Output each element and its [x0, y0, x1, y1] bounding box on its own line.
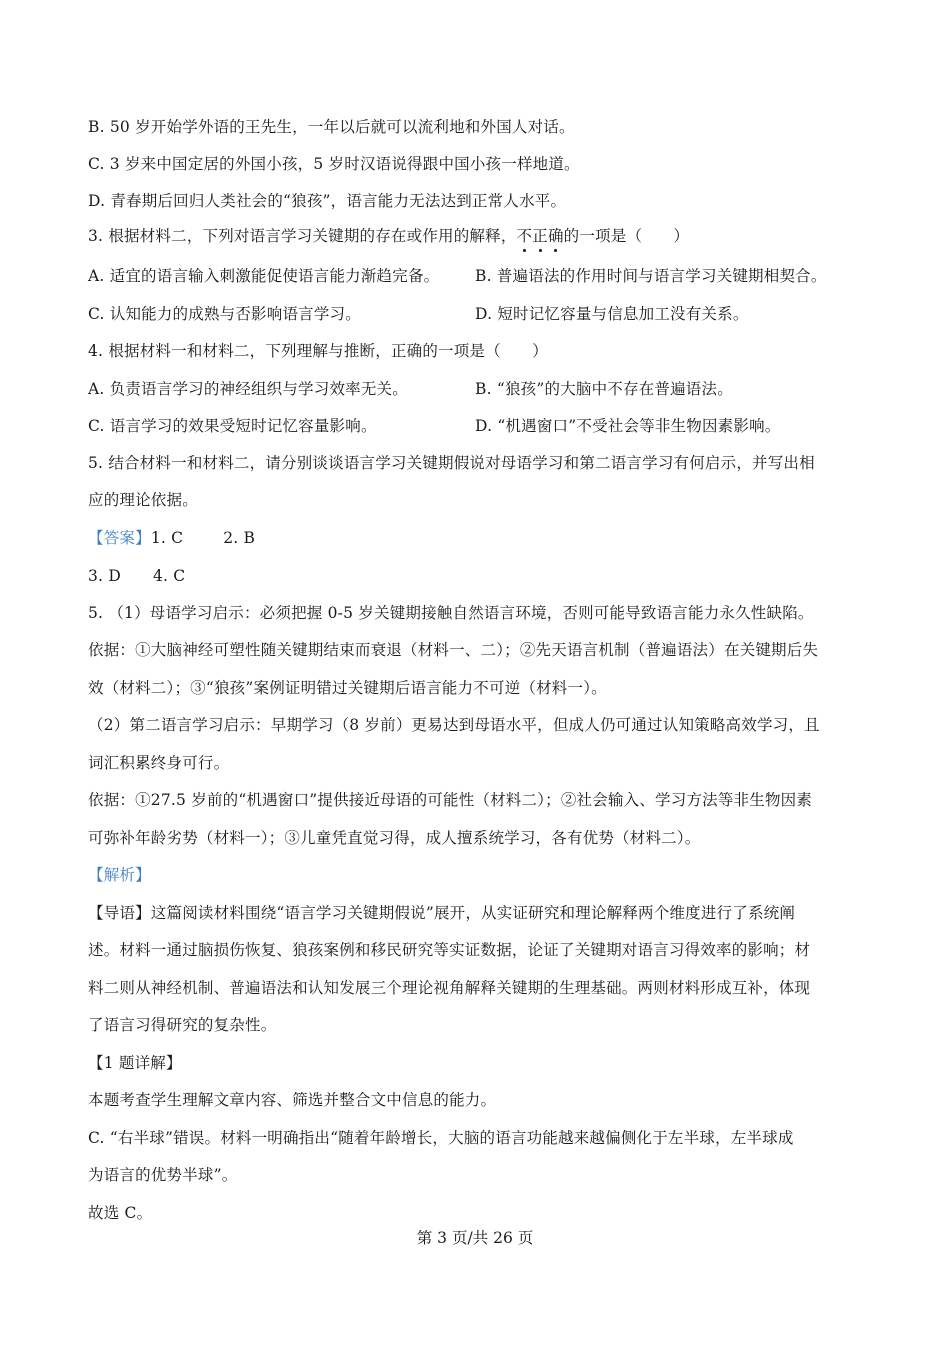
- analysis-label: 【解析】: [88, 866, 151, 884]
- detail-1-line: 本题考查学生理解文章内容、筛选并整合文中信息的能力。: [88, 1091, 497, 1109]
- detail-1-line: 为语言的优势半球”。: [88, 1166, 238, 1184]
- q4-option-d: D. “机遇窗口”不受社会等非生物因素影响。: [475, 417, 781, 435]
- page-number: 第 3 页/共 26 页: [416, 1229, 534, 1247]
- q3-option-b: B. 普遍语法的作用时间与语言学习关键期相契合。: [475, 267, 827, 285]
- q3-stem: [88, 226, 868, 246]
- q3-options-row-1: [88, 266, 868, 286]
- q4-options-row-2: [88, 416, 868, 436]
- answer-q5-line: 依据：①27.5 岁前的“机遇窗口”提供接近母语的可能性（材料二）；②社会输入、学习方法等非生物因素: [88, 791, 813, 809]
- emphasis-char: 不: [516, 227, 533, 245]
- detail-1-line: 故选 C。: [88, 1204, 153, 1222]
- emphasis-char: 正: [532, 227, 548, 245]
- detail-1-line: C. “右半球”错误。材料一明确指出“随着年龄增长，大脑的语言功能越来越偏侧化于左半球，左半球成: [88, 1129, 794, 1147]
- q2-option-c: C. 3 岁来中国定居的外国小孩，5 岁时汉语说得跟中国小孩一样地道。: [88, 155, 580, 173]
- q4-option-a: A. 负责语言学习的神经组织与学习效率无关。: [88, 380, 408, 398]
- q3-stem-after: 的一项是（ ）: [563, 227, 690, 245]
- q2-option-b: B. 50 岁开始学外语的王先生，一年以后就可以流利地和外国人对话。: [88, 118, 575, 136]
- answer-q5-line: 可弥补年龄劣势（材料一）；③儿童凭直觉习得，成人擅系统学习，各有优势（材料二）。: [88, 829, 701, 847]
- q3-stem-before: 3. 根据材料二，下列对语言学习关键期的存在或作用的解释，: [88, 227, 517, 245]
- answer-1: 1. C: [150, 529, 184, 547]
- q3-option-d: D. 短时记忆容量与信息加工没有关系。: [475, 305, 749, 323]
- answer-row-1: [88, 528, 868, 548]
- q5-stem-line-2: 应的理论依据。: [88, 491, 198, 509]
- q4-options-row-1: [88, 379, 868, 399]
- q4-option-c: C. 语言学习的效果受短时记忆容量影响。: [88, 417, 377, 435]
- analysis-intro-line: 述。材料一通过脑损伤恢复、狼孩案例和移民研究等实证数据，论证了关键期对语言习得效率的影响；材: [88, 941, 811, 959]
- answer-q5-line: 5. （1）母语学习启示：必须把握 0-5 岁关键期接触自然语言环境，否则可能导致语言能力永久性缺陷。: [88, 604, 814, 622]
- q4-stem: 4. 根据材料一和材料二，下列理解与推断，正确的一项是（ ）: [88, 342, 548, 360]
- analysis-intro-line: 料二则从神经机制、普遍语法和认知发展三个理论视角解释关键期的生理基础。两则材料形成互补，体现: [88, 979, 811, 997]
- q5-stem-line-1: 5. 结合材料一和材料二，请分别谈谈语言学习关键期假说对母语学习和第二语言学习有何启示，并写出相: [88, 454, 815, 472]
- q3-options-row-2: [88, 304, 868, 324]
- answer-label: 【答案】: [88, 529, 151, 547]
- answer-3: 3. D: [88, 567, 121, 585]
- answer-q5-line: 效（材料二）；③“狼孩”案例证明错过关键期后语言能力不可逆（材料一）。: [88, 679, 607, 697]
- q3-option-a: A. 适宜的语言输入刺激能促使语言能力渐趋完备。: [88, 267, 440, 285]
- q2-option-d: D. 青春期后回归人类社会的“狼孩”，语言能力无法达到正常人水平。: [88, 192, 567, 210]
- emphasis-char: 确: [547, 227, 564, 245]
- answer-2: 2. B: [223, 529, 256, 547]
- answer-q5-line: 依据：①大脑神经可塑性随关键期结束而衰退（材料一、二）；②先天语言机制（普遍语法）在关键期后失: [88, 641, 819, 659]
- answer-q5-line: （2）第二语言学习启示：早期学习（8 岁前）更易达到母语水平，但成人仍可通过认知策略高效学习，且: [88, 716, 820, 734]
- answer-4: 4. C: [152, 567, 186, 585]
- analysis-intro-line: 了语言习得研究的复杂性。: [88, 1016, 277, 1034]
- analysis-intro-line: 【导语】这篇阅读材料围绕“语言学习关键期假说”展开，从实证研究和理论解释两个维度进行了系统阐: [88, 904, 796, 922]
- q4-option-b: B. “狼孩”的大脑中不存在普遍语法。: [475, 380, 733, 398]
- answer-row-2: [88, 566, 868, 586]
- q3-option-c: C. 认知能力的成熟与否影响语言学习。: [88, 305, 361, 323]
- detail-1-title: 【1 题详解】: [88, 1054, 182, 1072]
- answer-q5-line: 词汇积累终身可行。: [88, 754, 230, 772]
